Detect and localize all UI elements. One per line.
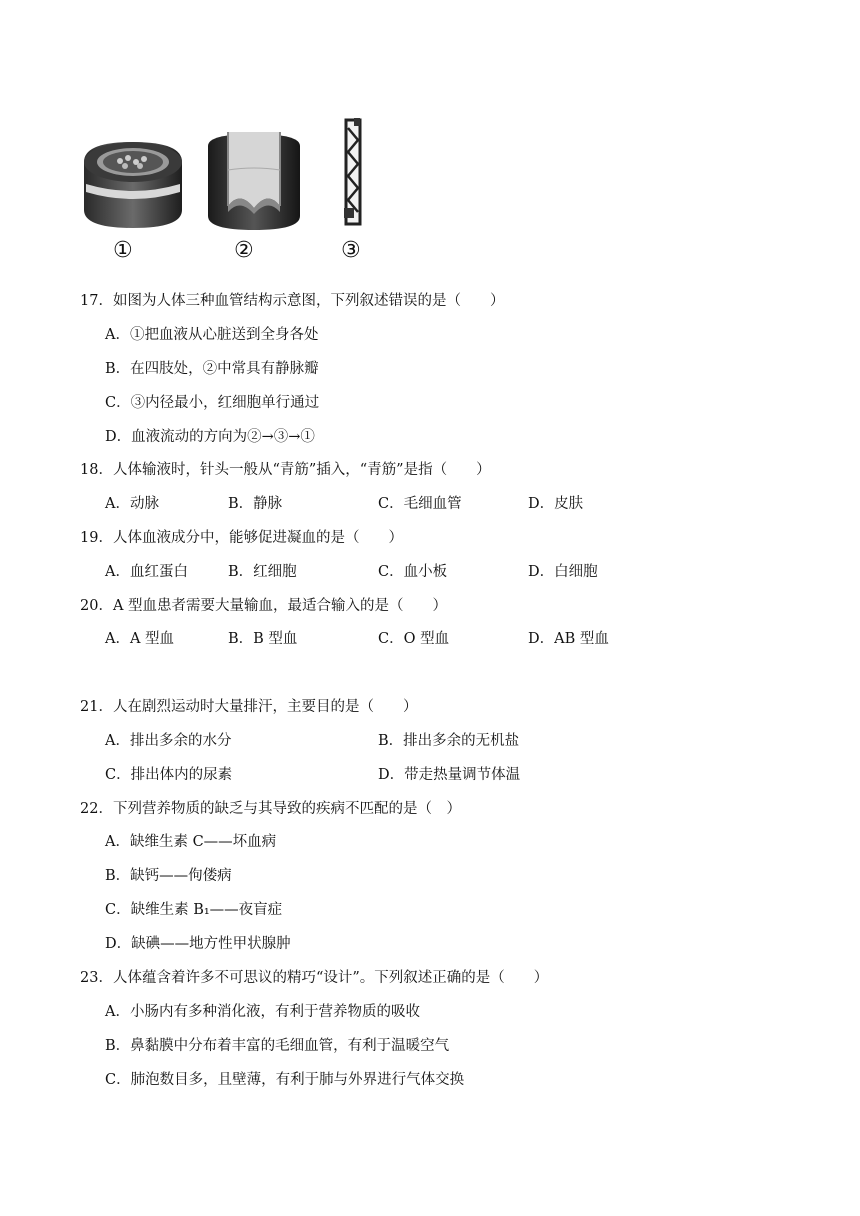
question-18-option-d: D．皮肤 [528, 496, 584, 512]
question-22-option-b: B．缺钙——佝偻病 [105, 868, 232, 884]
question-23-option-c: C．肺泡数目多，且壁薄，有利于肺与外界进行气体交换 [105, 1072, 465, 1088]
question-17-option-b: B．在四肢处，②中常具有静脉瓣 [105, 361, 319, 377]
question-21-option-d: D．带走热量调节体温 [378, 767, 521, 783]
question-21-option-a: A．排出多余的水分 [105, 733, 232, 749]
question-17-option-a: A．①把血液从心脏送到全身各处 [105, 327, 319, 343]
question-19-option-a: A．血红蛋白 [105, 564, 188, 580]
question-22-option-c: C．缺维生素 B₁——夜盲症 [105, 902, 283, 918]
question-19-option-d: D．白细胞 [528, 564, 598, 580]
question-22-option-d: D．缺碘——地方性甲状腺肿 [105, 936, 291, 952]
question-17-stem: 17．如图为人体三种血管结构示意图，下列叙述错误的是（ ） [80, 293, 505, 309]
question-19-option-b: B．红细胞 [228, 564, 297, 580]
artery-diagram [84, 142, 182, 228]
question-20-option-d: D．AB 型血 [528, 631, 609, 647]
question-18-option-a: A．动脉 [105, 496, 159, 512]
question-20-stem: 20．A 型血患者需要大量输血，最适合输入的是（ ） [80, 598, 448, 614]
blood-vessel-figure [78, 112, 378, 272]
question-20-option-b: B．B 型血 [228, 631, 298, 647]
question-17-option-c: C．③内径最小，红细胞单行通过 [105, 395, 320, 411]
question-19-option-c: C．血小板 [378, 564, 448, 580]
question-21-stem: 21．人在剧烈运动时大量排汗，主要目的是（ ） [80, 699, 418, 715]
capillary-diagram [344, 118, 360, 224]
question-18-stem: 18．人体输液时，针头一般从“青筋”插入，“青筋”是指（ ） [80, 462, 491, 478]
question-23-option-b: B．鼻黏膜中分布着丰富的毛细血管，有利于温暖空气 [105, 1038, 450, 1054]
question-22-stem: 22．下列营养物质的缺乏与其导致的疾病不匹配的是（ ） [80, 801, 461, 817]
question-18-option-b: B．静脉 [228, 496, 283, 512]
question-23-stem: 23．人体蕴含着许多不可思议的精巧“设计”。下列叙述正确的是（ ） [80, 970, 549, 986]
figure-label-3: ③ [341, 238, 361, 263]
figure-label-2: ② [234, 238, 254, 263]
question-23-option-a: A．小肠内有多种消化液，有利于营养物质的吸收 [105, 1004, 420, 1020]
question-21-option-c: C．排出体内的尿素 [105, 767, 233, 783]
question-19-stem: 19．人体血液成分中，能够促进凝血的是（ ） [80, 530, 403, 546]
vein-diagram [208, 132, 300, 230]
question-20-option-a: A．A 型血 [105, 631, 175, 647]
figure-label-1: ① [113, 238, 133, 263]
question-18-option-c: C．毛细血管 [378, 496, 462, 512]
question-22-option-a: A．缺维生素 C——坏血病 [105, 834, 277, 850]
question-17-option-d: D．血液流动的方向为②→③→① [105, 429, 315, 445]
question-21-option-b: B．排出多余的无机盐 [378, 733, 520, 749]
question-20-option-c: C．O 型血 [378, 631, 450, 647]
